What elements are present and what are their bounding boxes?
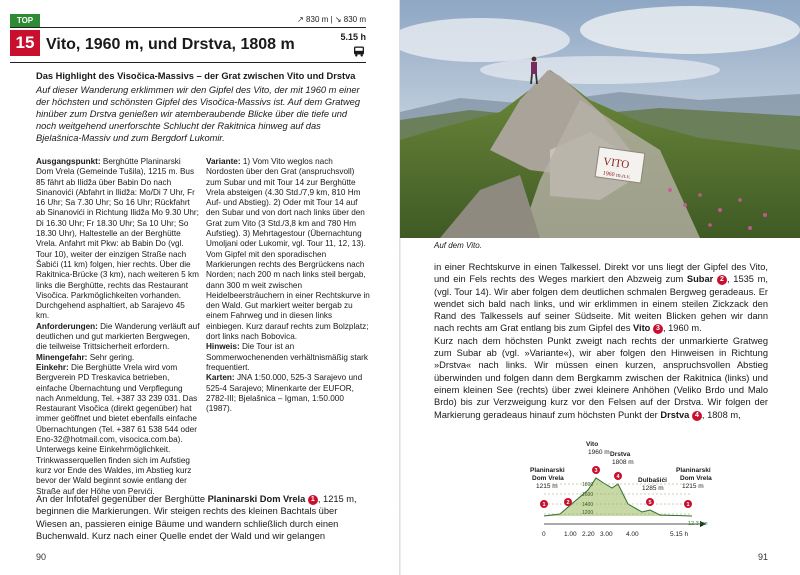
- route-paragraph-1: in einer Rechtskurve in einen Talkessel. Direkt vor uns liegt der Gipfel des Vito, und ein Fels rechts des Weges markiert den Abzweig zum Subar 2 , 1535 m, (vgl. Tour 14). Wir aber folgen dem deutlichen schmalen Bergweg geradeaus. Er wendet sich bald nach links, und wir erklimmen in einem steilen Zickzack den Rand des Talkessels auf seiner Südseite. Mit weiten Blicken gehen wir dann nach rechts am Grat entlang bis zum Gipfel des Vito 3 , 1960 m.: [434, 262, 768, 334]
- sign-name: VITO: [602, 155, 630, 172]
- label-dulbasici-alt: 1285 m: [642, 485, 664, 492]
- alt-band-1800: 1800: [582, 482, 594, 488]
- info-column-2: [206, 157, 370, 414]
- label-drstva-alt: 1808 m: [612, 459, 634, 466]
- waypoint-4-badge: 4: [692, 411, 702, 421]
- photo-caption: Auf dem Vito.: [434, 241, 482, 250]
- waypoint-1-badge: 1: [308, 495, 318, 505]
- tour-title: Vito, 1960 m, und Drstva, 1808 m: [46, 36, 295, 53]
- label-vito-alt: 1960 m: [588, 449, 610, 456]
- info-variant: Variante: 1) Vom Vito weglos nach Nordosten über den Grat (anspruchsvoll) zum Subar und mit Tour 14 zur Berghütte Vrela absteigen (4.30 Std./7,9 km, 810 Hm Auf- und Abstieg). 2) Oder mit Tour 14 auf den Subar und von dort nach links über den Grat zum Vito (3 Std./3,8 km and 780 Hm Aufstieg). 3) Mehrtagestour (Übernachtung Umoljani oder Lukomir, vgl. Tour 11, 12, 13). Vom Gipfel mit den sporadischen Markierungen rechts des Bergrückens nach Norden; nach 200 m nach links steil bergab, dann 300 m weit zwischen Heidelbeersträuchern in einer Rechtskurve in den Wald. Gut markiert weiter bergab zu einem Fahrweg und in diesen links einbiegen. Kurz darauf rechts zum Bolzplatz; dort links nach Bobovica.: [206, 157, 370, 342]
- xtick-5: 5.15 h: [670, 531, 689, 538]
- lead-text: Auf dieser Wanderung erklimmen wir den Gipfel des Vito, der mit 1960 m einer der höchsten und schönsten Gipfel des Visočica-Massivs ist. Auf dem Gratweg hinüber zum Drstva genießen wir atemberaubende Blicke über die tiefe und noch weitgehend unerforschte Schlucht der Rakitnica hinweg auf das Bjelašnica-Massiv und zum Bergdorf Lukomir.: [36, 85, 360, 143]
- info-column-1: [36, 157, 200, 497]
- info-start: Ausgangspunkt: Berghütte Planinarski Dom Vrela (Gemeinde Tušila), 1215 m. Bus 85 fährt ab Ilidža über Babin Do nach Sinanovići (Abfahrt in Ilidža: Mo/Di 7 Uhr, Fr 16 Uhr; Sa 7.30 Uhr; So 16 Uhr; Rückfahrt ab Sinanovići in Richtung Ilidža Mo 9.30 Uhr; Di 16.30 Uhr; Fr 18.30 Uhr; Sa 10 Uhr; So 18.30 Uhr), Haltestelle an der Berghütte Vrela. Anfahrt mit Pkw: ab Babin Do (vgl. Tour 10), weiter der einzigen Straße nach Šabići (11 km) folgen, hier rechts. Über die Rakitnica-Brücke (3 km), nach weiteren 5 km links die Berghütte, rechts das Restaurant Visočica. Parkmöglichkeiten vorhanden. Durchgehend asphaltiert, ab Sarajevo 45 km.: [36, 157, 199, 321]
- descent: ↘ 830 m: [334, 15, 366, 24]
- label-drstva: Drstva: [610, 451, 631, 458]
- info-mines: Minengefahr: Sehr gering.: [36, 352, 135, 362]
- top-badge: TOP: [10, 14, 40, 27]
- profile-wp-5: 5: [648, 500, 652, 506]
- tour-number: 15: [10, 30, 40, 56]
- page-number-left: 90: [36, 552, 47, 562]
- profile-distance: 12.3 km: [688, 521, 708, 527]
- profile-wp-4: 4: [616, 474, 620, 480]
- waypoint-3-badge: 3: [653, 324, 663, 334]
- label-end-alt: 1215 m: [682, 483, 704, 490]
- elevation-info: ↗ 830 m | ↘ 830 m: [297, 15, 366, 24]
- info-requirements: Anforderungen: Die Wanderung verläuft auf deutlichen und gut markierten Bergwegen, die teilweise Trittsicherheit erfordern.: [36, 321, 200, 352]
- header-rule-top: [10, 27, 366, 28]
- profile-wp-1b: 1: [686, 502, 690, 508]
- xtick-1: 1.00: [564, 531, 577, 538]
- page-number-right: 91: [758, 552, 769, 562]
- profile-wp-3: 3: [594, 468, 598, 474]
- lead-headline: Das Highlight des Visočica-Massivs – der Grat zwischen Vito und Drstva: [36, 71, 356, 81]
- label-end-name2: Dom Vrela: [680, 475, 712, 482]
- label-start-alt: 1215 m: [536, 483, 558, 490]
- xtick-3: 3.00: [600, 531, 613, 538]
- label-end-name: Planinarski: [676, 467, 711, 474]
- ascent: ↗ 830 m: [297, 15, 329, 24]
- label-vito: Vito: [586, 441, 599, 448]
- route-description-continued: [434, 261, 768, 421]
- label-dulbasici: Dulbašići: [638, 477, 667, 484]
- profile-wp-1a: 1: [542, 502, 546, 508]
- header-rule-bottom: [10, 62, 366, 63]
- info-hint: Hinweis: Die Tour ist an Sommerwochenenden verhältnismäßig stark frequentiert.: [206, 342, 369, 372]
- summit-photo: [400, 0, 800, 238]
- label-start-name: Planinarski: [530, 467, 565, 474]
- info-maps: Karten: JNA 1:50.000, 525-3 Sarajevo und 525-4 Sarajevo; Minenkarte der EUFOR, 2782-III; Bjelašnica – Igman, 1:50.000 (1987).: [206, 373, 363, 414]
- alt-band-1600: 1600: [582, 492, 594, 498]
- route-description-start: An der Infotafel gegenüber der Berghütte Planinarski Dom Vrela 1 , 1215 m, beginnen die Markierungen. Wir steigen rechts des kleinen Bachtals über Wiesen an, passieren einige Bäume und wandern schließlich durch einen Buchenwald. Kurz nach einer Quelle endet der Wald und wir gelangen: [36, 494, 357, 541]
- alt-band-1400: 1400: [582, 502, 594, 508]
- alt-band-1200: 1200: [582, 510, 594, 516]
- xtick-4: 4.00: [626, 531, 639, 538]
- route-paragraph-2: Kurz nach dem höchsten Punkt zweigt nach rechts der unmarkierte Gratweg zum Subar ab (vgl. »Variante«), wir aber folgen den Hinweisen in Richtung »Drstva« nach links. Wir müssen einen kurzen, anspruchsvollen Abstieg überwinden und folgen dann dem Bergkamm zwischen der Rakitnica (links) und einem kleinen See (rechts) über zwei kleinere Anhöhen (Veliko Brdo und Malo Brdo) bis zur Verzweigung kurz vor den Felsen auf der Drstva. Wir folgen der Markierung geradeaus hinauf zum höchsten Punkt der Drstva 4 , 1808 m,: [434, 335, 768, 420]
- label-start-name2: Dom Vrela: [532, 475, 564, 482]
- xtick-0: 0: [542, 531, 546, 538]
- info-refreshment: Einkehr: Die Berghütte Vrela wird vom Bergverein PD Treskavica betrieben, einfache Übernachtung und Verpflegung nach Anmeldung, Tel. +387 33 239 031. Das Restaurant Visočica (direkt gegenüber) hat immer geöffnet und bietet ebenfalls einfache Übernachtungen (Tel. +387 61 538 544 oder Eno-32@hotmail.com, visocica.com.ba). Unterwegs keine Einkehrmöglichkeit. Trinkwasserquellen finden sich im Aufstieg kurz vor Ende des Waldes, im Abstieg kurz bevor der Wald beginnt sowie entlang der Straße auf der Höhe von Pervići.: [36, 362, 198, 496]
- xtick-2: 2.20: [582, 531, 595, 538]
- elevation-profile: [530, 440, 770, 548]
- waypoint-2-badge: 2: [717, 275, 727, 285]
- profile-wp-2: 2: [566, 500, 570, 506]
- bus-icon: [353, 46, 365, 57]
- duration: 5.15 h: [340, 32, 366, 42]
- sign-altitude: 1960 m.n.v.: [602, 170, 632, 181]
